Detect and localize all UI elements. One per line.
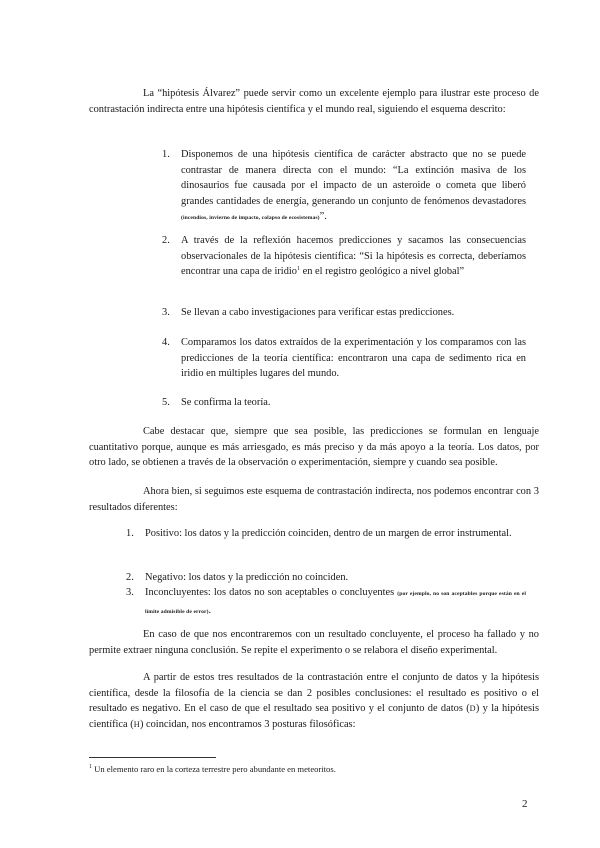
step-end: en el registro geológico a nivel global”: [299, 266, 465, 278]
footnote-text: Un elemento raro en la corteza terrestre pero abundante en meteoritos.: [92, 764, 336, 774]
footnote: [89, 763, 336, 775]
list-item: [162, 305, 526, 321]
postures-text-2: ) y la hipótesis científica (: [89, 703, 539, 730]
predictions-paragraph: [89, 424, 539, 471]
list-text: Positivo: los datos y la predicción coinciden, dentro de un margen de error instrumental.: [145, 528, 512, 539]
postures-text-3: ) coincidan, nos encontramos 3 posturas filosóficas:: [139, 718, 356, 730]
list-item: [126, 526, 526, 558]
results-intro-paragraph: [89, 484, 539, 515]
result-end: .: [208, 604, 212, 616]
list-text: Se llevan a cabo investigaciones para verificar estas predicciones.: [181, 307, 455, 318]
page-number: 2: [522, 798, 528, 810]
postures-paragraph: [89, 670, 539, 732]
footnote-mark: 1: [89, 764, 92, 770]
result-aside: (por ejemplo, no son aceptables porque están en el límite admisible de error): [145, 591, 526, 615]
hypothesis-symbol: H: [133, 719, 140, 729]
list-number: 2.: [126, 572, 134, 583]
postures-text-1: A partir de estos tres resultados de la contrastación entre el conjunto de datos y la hipótesis científica, desde la filosofía de la ciencia se dan 2 posibles conclusiones: el resultado es positivo o el resultado es negativo. En el caso de que el resultado sea positivo y el conjunto de datos (: [89, 672, 539, 715]
list-number: 4.: [162, 337, 170, 348]
data-symbol: D: [469, 704, 476, 714]
list-item: [162, 147, 526, 227]
list-number: 2.: [162, 235, 170, 246]
intro-text: La “hipótesis Álvarez” puede servir como un excelente ejemplo para ilustrar este proceso de contrastación indirecta entre una hipótesis científica y el mundo real, siguiendo el esquema descrito:: [89, 88, 539, 115]
list-text: [181, 147, 526, 227]
list-item: [126, 585, 526, 617]
list-number: 3.: [126, 587, 134, 598]
inconclusive-text: En caso de que nos encontraremos con un resultado concluyente, el proceso ha fallado y no permite extraer ninguna conclusión. Se repite el experimento o se relabora el diseño experimental.: [89, 629, 539, 656]
list-item: [162, 233, 526, 295]
results-intro-text: Ahora bien, si seguimos este esquema de contrastación indirecta, nos podemos encontrar con 3 resultados diferentes:: [89, 486, 539, 513]
list-text: [145, 585, 526, 620]
list-item: [162, 335, 526, 383]
inconclusive-paragraph: [89, 627, 539, 658]
list-number: 1.: [126, 528, 134, 539]
list-text: Comparamos los datos extraídos de la experimentación y los comparamos con las predicciones de la teoría científica: encontraron una capa de sedimento rica en iridio en múltiples lugares del mundo.: [181, 337, 526, 380]
list-text: [181, 233, 526, 280]
list-number: 5.: [162, 397, 170, 408]
list-item: [162, 395, 526, 411]
result-text: Inconcluyentes: los datos no son aceptables o concluyentes: [145, 587, 398, 598]
list-number: 3.: [162, 307, 170, 318]
step-text: Disponemos de una hipótesis científica de carácter abstracto que no se puede contrastar de manera directa con el mundo: “La extinción masiva de los dinosaurios fue causada por el impacto de un asteroide o cometa que liberó grandes cantidades de energía, generando un conjunto de fenómenos devastadores: [181, 149, 526, 207]
footnote-separator: [89, 757, 216, 758]
step-aside: (incendios, invierno de impacto, colapso de ecosistemas): [181, 215, 320, 222]
list-text: Negativo: los datos y la predicción no coinciden.: [145, 572, 349, 583]
step-end: ”.: [319, 211, 327, 223]
intro-paragraph: [89, 86, 539, 117]
step-text: A través de la reflexión hacemos predicciones y sacamos las consecuencias observacionales de la hipótesis científica: “Si la hipótesis es correcta, deberíamos encontrar una capa de iridio: [181, 235, 526, 278]
list-text: Se confirma la teoría.: [181, 397, 271, 408]
predictions-text: Cabe destacar que, siempre que sea posible, las predicciones se formulan en lenguaje cuantitativo porque, aunque es más arriesgado, es más preciso y da más apoyo a la teoría. Los datos, por otro lado, se obtienen a través de la observación o experimentación, siempre y cuando sea posible.: [89, 426, 539, 469]
list-item: [126, 570, 526, 586]
footnote-reference: 1: [296, 266, 300, 273]
list-number: 1.: [162, 149, 170, 160]
